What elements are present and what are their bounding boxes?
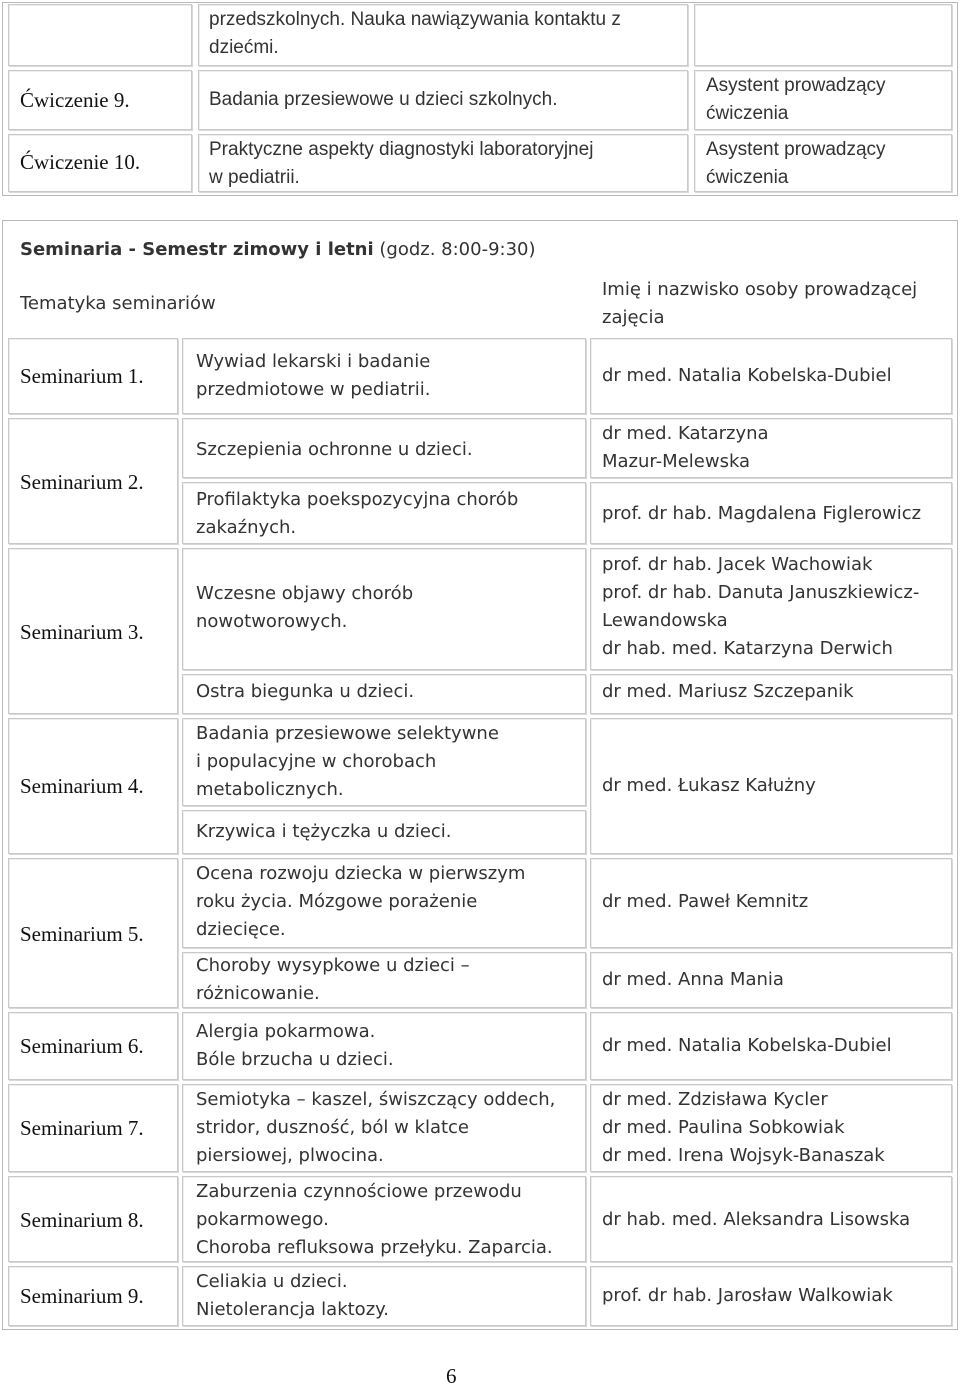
- seminar-2a-person-line1: dr med. Katarzyna: [602, 423, 769, 444]
- seminar-8-topic-line2: pokarmowego.: [196, 1209, 329, 1230]
- seminar-3a-person-line4: dr hab. med. Katarzyna Derwich: [602, 638, 893, 659]
- seminar-3a-person-line3: Lewandowska: [602, 610, 728, 631]
- seminar-9-topic-line1: Celiakia u dzieci.: [196, 1271, 348, 1292]
- exercise-10-topic-line2: w pediatrii.: [209, 167, 300, 188]
- seminar-7-label: Seminarium 7.: [20, 1116, 144, 1140]
- exercise-person-cell-0: [694, 4, 952, 66]
- page-number: 6: [446, 1364, 457, 1388]
- seminar-1-topic-line1: Wywiad lekarski i badanie: [196, 351, 431, 372]
- seminar-5a-person-line1: dr med. Paweł Kemnitz: [602, 891, 809, 912]
- seminar-1-person-line1: dr med. Natalia Kobelska-Dubiel: [602, 365, 892, 386]
- seminar-5a-topic-line3: dziecięce.: [196, 919, 286, 940]
- exercise-9-person-line2: ćwiczenia: [706, 103, 789, 124]
- seminar-6-label: Seminarium 6.: [20, 1034, 144, 1058]
- seminar-5b-person-line1: dr med. Anna Mania: [602, 969, 784, 990]
- exercise-topic-0-line2: dziećmi.: [209, 37, 279, 58]
- seminar-9-topic-line2: Nietolerancja laktozy.: [196, 1299, 389, 1320]
- seminar-7-topic-line3: piersiowej, plwocina.: [196, 1145, 384, 1166]
- exercise-10-topic-line1: Praktyczne aspekty diagnostyki laboratoryjnej: [209, 139, 594, 160]
- seminar-1-topic-line2: przedmiotowe w pediatrii.: [196, 379, 431, 400]
- seminar-7-person-line1: dr med. Zdzisława Kycler: [602, 1089, 828, 1110]
- seminar-4b-topic-line1: Krzywica i tężyczka u dzieci.: [196, 821, 452, 842]
- seminar-7-person-line3: dr med. Irena Wojsyk-Banaszak: [602, 1145, 885, 1166]
- exercise-9-label: Ćwiczenie 9.: [20, 88, 130, 112]
- seminar-2b-person-line1: prof. dr hab. Magdalena Figlerowicz: [602, 503, 922, 524]
- exercise-10-label: Ćwiczenie 10.: [20, 150, 141, 174]
- seminar-5b-topic-line1: Choroby wysypkowe u dzieci –: [196, 955, 470, 976]
- seminar-2a-topic-line1: Szczepienia ochronne u dzieci.: [196, 439, 473, 460]
- column-header-person-line1: Imię i nazwisko osoby prowadzącej: [602, 279, 918, 300]
- exercise-10-person-line2: ćwiczenia: [706, 167, 789, 188]
- seminar-4-label: Seminarium 4.: [20, 774, 144, 798]
- column-header-person-line2: zajęcia: [602, 307, 665, 328]
- seminar-2a-person-line2: Mazur-Melewska: [602, 451, 751, 472]
- seminar-heading-bold: Seminaria - Semestr zimowy i letni: [20, 239, 374, 260]
- seminar-8-topic-line3: Choroba refluksowa przełyku. Zaparcia.: [196, 1237, 553, 1258]
- seminar-9-person-line1: prof. dr hab. Jarosław Walkowiak: [602, 1285, 893, 1306]
- seminar-3-label: Seminarium 3.: [20, 620, 144, 644]
- exercise-topic-0-line1: przedszkolnych. Nauka nawiązywania kontaktu z: [209, 9, 621, 30]
- seminar-heading: [20, 236, 536, 264]
- exercise-9-person-line1: Asystent prowadzący: [706, 75, 886, 96]
- seminar-7-person-line2: dr med. Paulina Sobkowiak: [602, 1117, 845, 1138]
- exercise-10-person-line1: Asystent prowadzący: [706, 139, 886, 160]
- seminar-8-person-line1: dr hab. med. Aleksandra Lisowska: [602, 1209, 911, 1230]
- seminar-5a-topic-line1: Ocena rozwoju dziecka w pierwszym: [196, 863, 526, 884]
- seminar-7-topic-line2: stridor, duszność, ból w klatce: [196, 1117, 470, 1138]
- seminar-4a-topic-line2: i populacyjne w chorobach: [196, 751, 437, 772]
- seminar-3a-topic-line2: nowotworowych.: [196, 611, 348, 632]
- seminar-6-person-line1: dr med. Natalia Kobelska-Dubiel: [602, 1035, 892, 1056]
- seminar-9-label: Seminarium 9.: [20, 1284, 144, 1308]
- seminar-5a-topic-line2: roku życia. Mózgowe porażenie: [196, 891, 478, 912]
- seminar-4a-topic-line3: metabolicznych.: [196, 779, 344, 800]
- seminar-1-label: Seminarium 1.: [20, 364, 144, 388]
- seminar-2b-topic-line1: Profilaktyka poekspozycyjna chorób: [196, 489, 519, 510]
- exercise-label-cell-0: [8, 4, 192, 66]
- seminar-6-topic-line2: Bóle brzucha u dzieci.: [196, 1049, 394, 1070]
- seminar-6-topic-line1: Alergia pokarmowa.: [196, 1021, 376, 1042]
- seminar-7-topic-line1: Semiotyka – kaszel, świszczący oddech,: [196, 1089, 556, 1110]
- seminar-2-label: Seminarium 2.: [20, 470, 144, 494]
- seminar-3a-person-line1: prof. dr hab. Jacek Wachowiak: [602, 554, 873, 575]
- seminar-4-person-line1: dr med. Łukasz Kałużny: [602, 775, 816, 796]
- seminar-8-label: Seminarium 8.: [20, 1208, 144, 1232]
- seminar-heading-hours: (godz. 8:00-9:30): [373, 239, 536, 260]
- seminar-4a-topic-line1: Badania przesiewowe selektywne: [196, 723, 499, 744]
- seminar-3a-topic-line1: Wczesne objawy chorób: [196, 583, 414, 604]
- seminar-3a-person-line2: prof. dr hab. Danuta Januszkiewicz-: [602, 582, 920, 603]
- seminar-8-topic-line1: Zaburzenia czynnościowe przewodu: [196, 1181, 522, 1202]
- seminar-3b-person-line1: dr med. Mariusz Szczepanik: [602, 681, 854, 702]
- column-header-topics: Tematyka seminariów: [20, 293, 216, 314]
- exercise-9-topic: Badania przesiewowe u dzieci szkolnych.: [209, 89, 558, 110]
- seminar-5b-topic-line2: różnicowanie.: [196, 983, 320, 1004]
- seminar-5-label: Seminarium 5.: [20, 922, 144, 946]
- seminar-2b-topic-line2: zakaźnych.: [196, 517, 297, 538]
- seminar-3b-topic-line1: Ostra biegunka u dzieci.: [196, 681, 415, 702]
